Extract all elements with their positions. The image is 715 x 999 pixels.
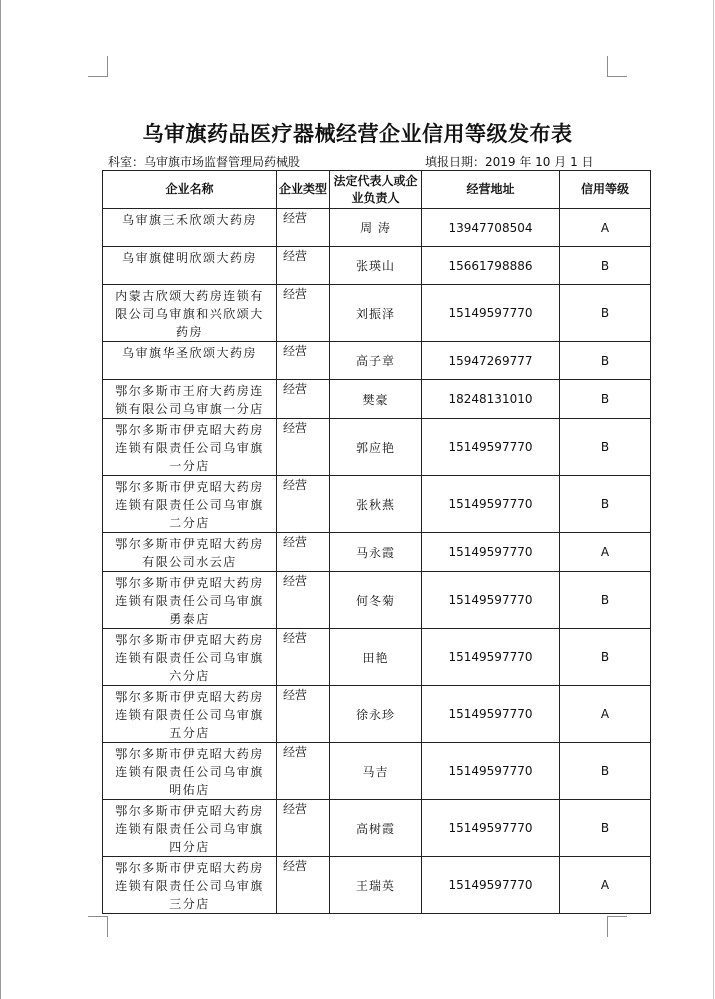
credit-level-cell: A — [560, 209, 651, 247]
enterprise-type-cell: 经营 — [277, 247, 330, 285]
table-row — [103, 342, 651, 380]
header-business-address: 经营地址 — [422, 171, 560, 209]
enterprise-name-cell: 鄂尔多斯市伊克昭大药房连锁有限责任公司乌审旗五分店 — [103, 686, 277, 743]
page-edge-right — [713, 0, 714, 999]
business-address-cell: 15661798886 — [422, 247, 560, 285]
credit-level-cell: B — [560, 800, 651, 857]
legal-representative-cell: 刘振泽 — [330, 285, 422, 342]
enterprise-type-cell: 经营 — [277, 476, 330, 533]
enterprise-name-cell: 鄂尔多斯市伊克昭大药房连锁有限责任公司乌审旗勇泰店 — [103, 572, 277, 629]
enterprise-name-cell: 鄂尔多斯市伊克昭大药房连锁有限责任公司乌审旗三分店 — [103, 857, 277, 914]
business-address-cell: 15149597770 — [422, 686, 560, 743]
legal-representative-cell: 张秋燕 — [330, 476, 422, 533]
business-address-cell: 15947269777 — [422, 342, 560, 380]
business-address-cell: 15149597770 — [422, 476, 560, 533]
header-enterprise-type: 企业类型 — [277, 171, 330, 209]
credit-level-cell: B — [560, 476, 651, 533]
credit-level-cell: A — [560, 857, 651, 914]
table-row — [103, 800, 651, 857]
enterprise-name-cell: 鄂尔多斯市王府大药房连锁有限公司乌审旗一分店 — [103, 380, 277, 419]
enterprise-type-cell: 经营 — [277, 629, 330, 686]
legal-representative-cell: 徐永珍 — [330, 686, 422, 743]
enterprise-type-cell: 经营 — [277, 342, 330, 380]
credit-level-cell: A — [560, 686, 651, 743]
business-address-cell: 15149597770 — [422, 419, 560, 476]
enterprise-name-cell: 鄂尔多斯市伊克昭大药房连锁有限责任公司乌审旗四分店 — [103, 800, 277, 857]
table-row — [103, 743, 651, 800]
enterprise-name-cell: 鄂尔多斯市伊克昭大药房连锁有限责任公司乌审旗六分店 — [103, 629, 277, 686]
department-label: 科室：乌审旗市场监督管理局药械股 — [108, 155, 301, 169]
enterprise-name-cell: 内蒙古欣颂大药房连锁有限公司乌审旗和兴欣颂大药房 — [103, 285, 277, 342]
enterprise-type-cell: 经营 — [277, 419, 330, 476]
credit-level-cell: B — [560, 743, 651, 800]
page-edge-left — [0, 0, 1, 999]
table-row — [103, 572, 651, 629]
business-address-cell: 15149597770 — [422, 857, 560, 914]
legal-representative-cell: 何冬菊 — [330, 572, 422, 629]
business-address-cell: 15149597770 — [422, 533, 560, 572]
page-title: 乌审旗药品医疗器械经营企业信用等级发布表 — [142, 122, 573, 146]
header-enterprise-name: 企业名称 — [103, 171, 277, 209]
enterprise-type-cell: 经营 — [277, 285, 330, 342]
legal-representative-cell: 田艳 — [330, 629, 422, 686]
table-row — [103, 476, 651, 533]
credit-level-cell: B — [560, 247, 651, 285]
table-row — [103, 247, 651, 285]
legal-representative-cell: 张瑛山 — [330, 247, 422, 285]
credit-level-cell: A — [560, 533, 651, 572]
business-address-cell: 15149597770 — [422, 800, 560, 857]
table-row — [103, 857, 651, 914]
enterprise-type-cell: 经营 — [277, 572, 330, 629]
table-row — [103, 533, 651, 572]
enterprise-type-cell: 经营 — [277, 857, 330, 914]
table-body — [103, 209, 651, 914]
enterprise-name-cell: 鄂尔多斯市伊克昭大药房有限公司水云店 — [103, 533, 277, 572]
credit-level-cell: B — [560, 419, 651, 476]
business-address-cell: 15149597770 — [422, 285, 560, 342]
credit-level-cell: B — [560, 380, 651, 419]
legal-representative-cell: 高树霞 — [330, 800, 422, 857]
business-address-cell: 18248131010 — [422, 380, 560, 419]
legal-representative-cell: 马吉 — [330, 743, 422, 800]
enterprise-name-cell: 鄂尔多斯市伊克昭大药房连锁有限责任公司乌审旗一分店 — [103, 419, 277, 476]
header-legal-representative: 法定代表人或企业负责人 — [330, 171, 422, 209]
enterprise-type-cell: 经营 — [277, 686, 330, 743]
credit-level-cell: B — [560, 629, 651, 686]
legal-representative-cell: 马永霞 — [330, 533, 422, 572]
table-row — [103, 380, 651, 419]
legal-representative-cell: 高子章 — [330, 342, 422, 380]
business-address-cell: 13947708504 — [422, 209, 560, 247]
enterprise-type-cell: 经营 — [277, 380, 330, 419]
table-row — [103, 686, 651, 743]
table-row — [103, 629, 651, 686]
table-row — [103, 209, 651, 247]
business-address-cell: 15149597770 — [422, 629, 560, 686]
credit-rating-table — [102, 170, 651, 914]
enterprise-name-cell: 鄂尔多斯市伊克昭大药房连锁有限责任公司乌审旗二分店 — [103, 476, 277, 533]
legal-representative-cell: 周 涛 — [330, 209, 422, 247]
enterprise-name-cell: 乌审旗三禾欣颂大药房 — [103, 209, 277, 247]
legal-representative-cell: 郭应艳 — [330, 419, 422, 476]
enterprise-type-cell: 经营 — [277, 743, 330, 800]
enterprise-name-cell: 鄂尔多斯市伊克昭大药房连锁有限责任公司乌审旗明佑店 — [103, 743, 277, 800]
enterprise-type-cell: 经营 — [277, 533, 330, 572]
business-address-cell: 15149597770 — [422, 743, 560, 800]
enterprise-type-cell: 经营 — [277, 209, 330, 247]
table-row — [103, 419, 651, 476]
table-header-row — [103, 171, 651, 209]
credit-level-cell: B — [560, 572, 651, 629]
enterprise-name-cell: 乌审旗健明欣颂大药房 — [103, 247, 277, 285]
legal-representative-cell: 樊豪 — [330, 380, 422, 419]
header-credit-level: 信用等级 — [560, 171, 651, 209]
table-row — [103, 285, 651, 342]
credit-level-cell: B — [560, 342, 651, 380]
enterprise-type-cell: 经营 — [277, 800, 330, 857]
business-address-cell: 15149597770 — [422, 572, 560, 629]
enterprise-name-cell: 乌审旗华圣欣颂大药房 — [103, 342, 277, 380]
credit-level-cell: B — [560, 285, 651, 342]
fill-date-label: 填报日期：2019 年 10 月 1 日 — [425, 155, 594, 169]
legal-representative-cell: 王瑞英 — [330, 857, 422, 914]
